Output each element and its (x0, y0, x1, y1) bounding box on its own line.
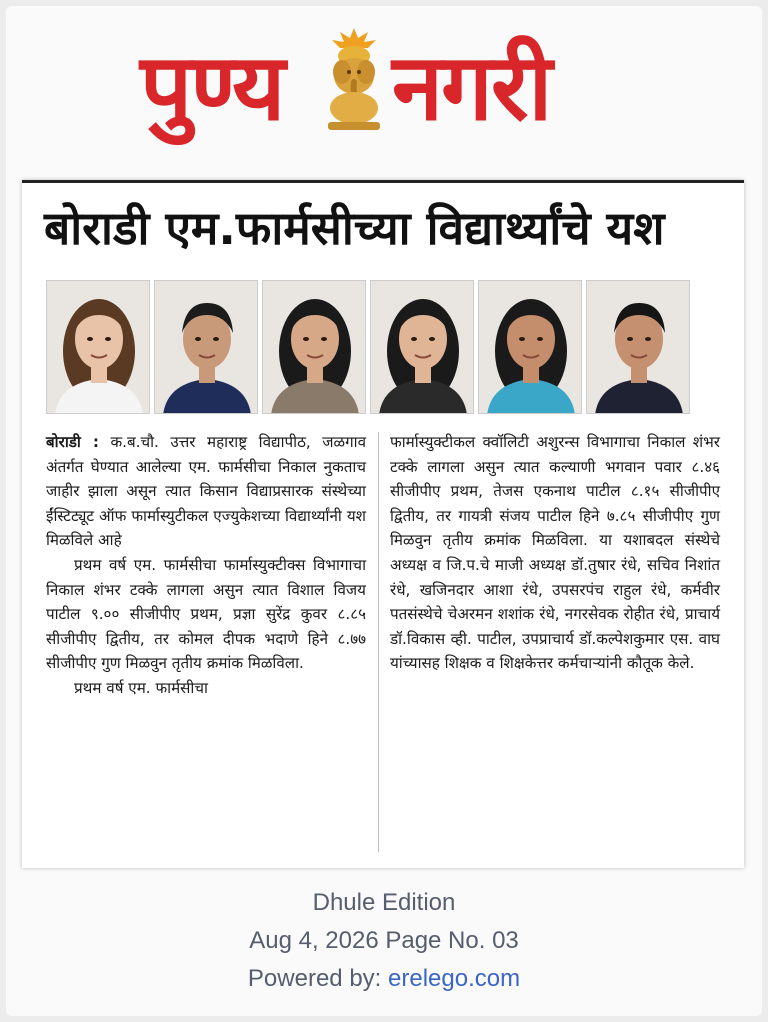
dateline: बोराडी : (46, 433, 99, 451)
ganesha-emblem-icon (318, 26, 390, 136)
student-photo (478, 280, 582, 414)
edition-name: Dhule Edition (312, 889, 456, 916)
powered-by (0, 960, 768, 998)
column1-paragraph-2: प्रथम वर्ष एम. फार्मसीचा फार्मास्युक्टीक्स विभागाचा निकाल शंभर टक्के लागला असुन त्यात विशाल विजय पाटील ९.०० सीजीपीए प्रथम, प्रज्ञा सुरेंद्र कुवर ८.८५ सीजीपीए द्वितीय, तर कोमल दीपक भदाणे हिने ८.७७ सीजीपीए गुण मिळवुन तृतीय क्रमांक मिळविला. (46, 555, 366, 673)
student-photo (262, 280, 366, 414)
column1-paragraph-1: क.ब.चौ. उत्तर महाराष्ट्र विद्यापीठ, जळगाव अंतर्गत घेण्यात आलेल्या एम. फार्मसीचा निकाल नुकताच जाहीर झाला असून त्यात किसान विद्याप्रसारक संस्थेच्या ईंस्टिट्यूट ऑफ फार्मास्युटीकल एज्युकेशच्या विद्यार्थ्यांनी यश मिळविले आहे (46, 433, 367, 550)
student-photo (154, 280, 258, 414)
column2-paragraph-1: फार्मास्युक्टीकल क्वॉलिटी अशुरन्स विभागाचा निकाल शंभर टक्के लागला असुन त्यात कल्याणी भगवान पवार ८.४६ सीजीपीए प्रथम, तेजस एकनाथ पाटील ८.१५ सीजीपीए द्वितीय, तर गायत्री संजय पाटील हिने ७.८५ सीजीपीए गुण मिळवुन तृतीय क्रमांक मिळविला. या यशाबदल संस्थेचे अध्यक्ष व जि.प.चे माजी अध्यक्ष डॉ.तुषार रंधे, सचिव निशांत रंधे, खजिनदार आशा रंधे, उपसरपंच राहुल रंधे, कर्मवीर पतसंस्थेचे चेअरमन शशांक रंधे, नगरसेवक रोहीत रंधे, प्राचार्य डॉ.विकास व्ही. पाटील, उपप्राचार्य डॉ.कल्पेशकुमार एस. वाघ यांच्यासह शिक्षक व शिक्षकेत्तर कर्मचाऱ्यांनी कौतूक केले. (390, 433, 720, 673)
newspaper-masthead (0, 22, 768, 142)
top-rule (22, 180, 744, 183)
article-headline: बोराडी एम.फार्मसीच्या विद्यार्थ्यांचे यश (44, 201, 665, 255)
student-photos (46, 280, 718, 414)
article-column-1 (46, 430, 366, 701)
edition-footer (0, 884, 768, 998)
student-photo (586, 280, 690, 414)
column1-paragraph-3: प्रथम वर्ष एम. फार्मसीचा (74, 678, 208, 697)
masthead-title-right: नगरी (392, 34, 551, 141)
column-divider (378, 432, 379, 852)
news-clipping (22, 180, 744, 868)
powered-by-link[interactable]: erelego.com (388, 965, 521, 992)
student-photo (370, 280, 474, 414)
powered-by-label: Powered by: (247, 965, 382, 992)
student-photo (46, 280, 150, 414)
edition-date-page: Aug 4, 2026 Page No. 03 (249, 927, 519, 954)
masthead-title-left: पुण्य (140, 34, 284, 141)
article-column-2 (390, 430, 720, 676)
